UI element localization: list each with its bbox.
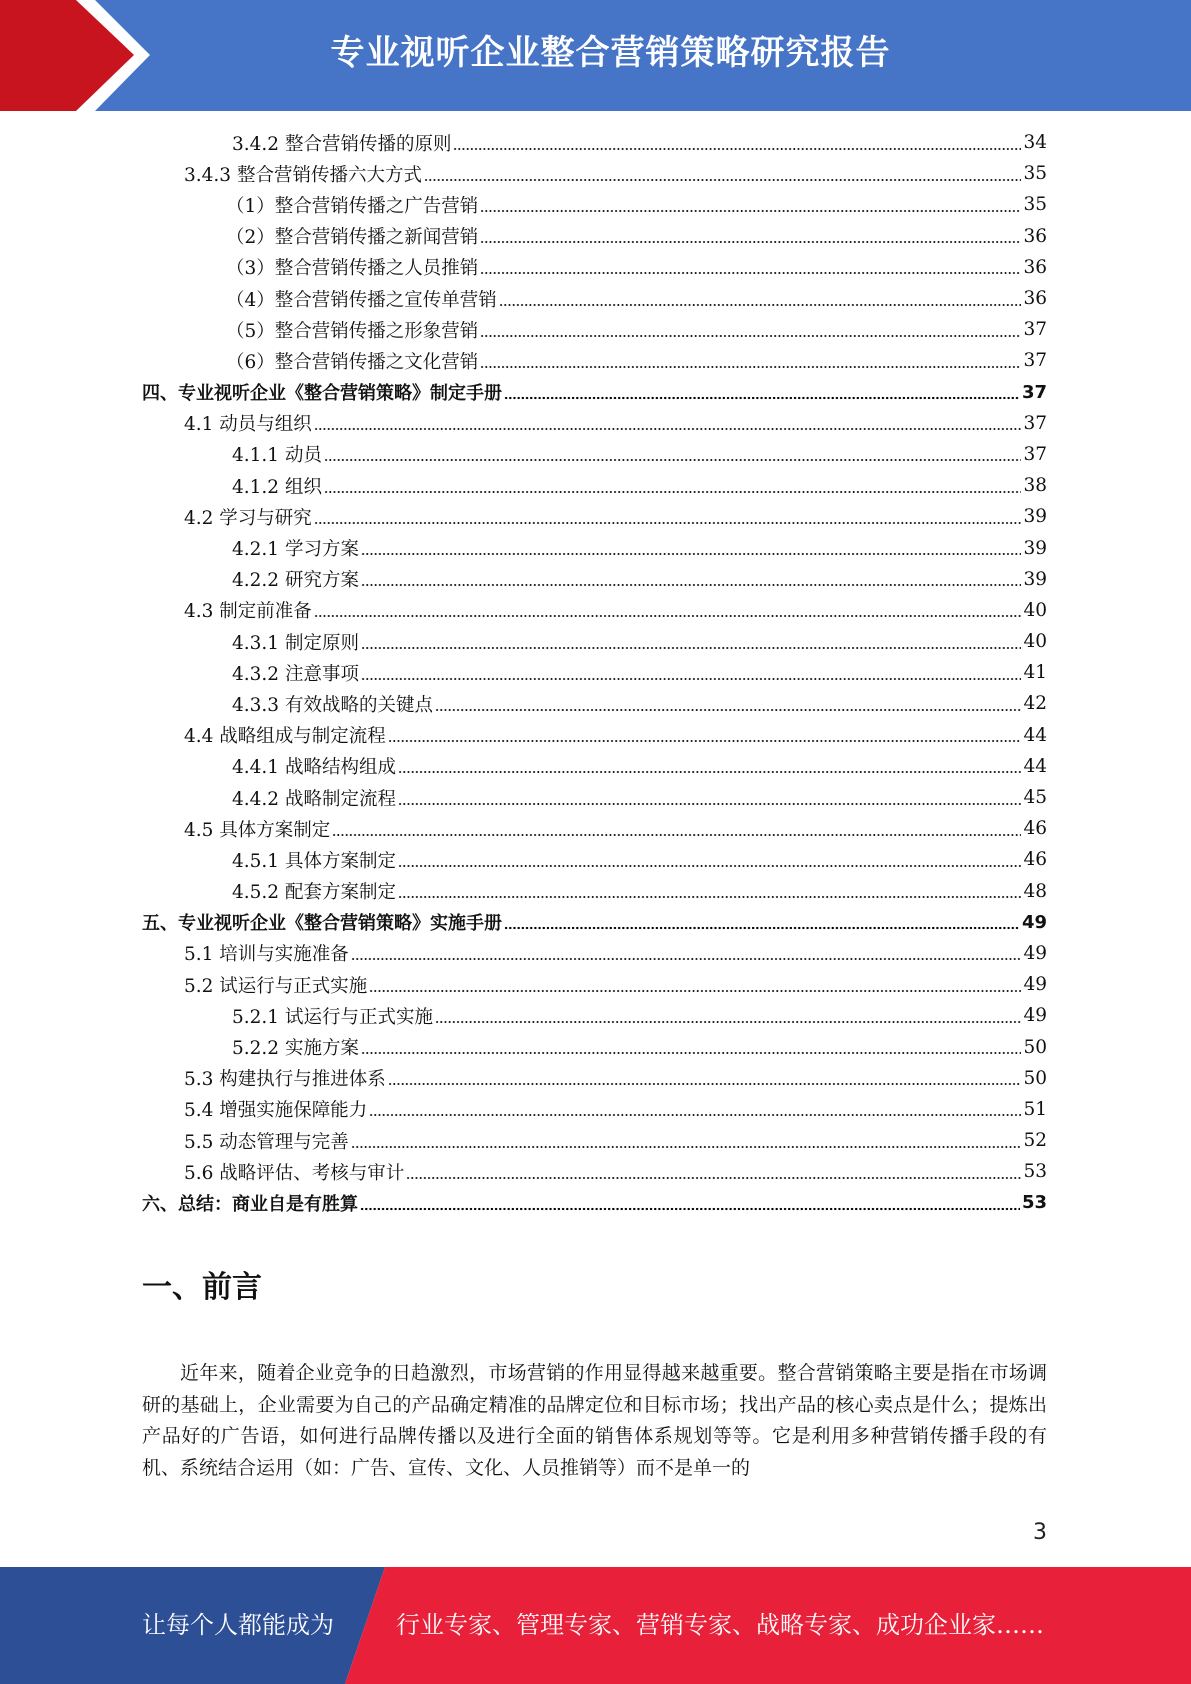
toc-entry-page: 36	[1023, 288, 1047, 310]
toc-entry-page: 38	[1023, 475, 1047, 497]
toc-entry-page: 40	[1023, 599, 1047, 621]
toc-dot-leader	[324, 490, 1022, 494]
toc-entry[interactable]	[0, 844, 1191, 875]
toc-dot-leader	[504, 926, 1020, 930]
toc-entry-label: 4.4 战略组成与制定流程	[184, 726, 386, 748]
toc-entry-page: 39	[1023, 537, 1047, 559]
toc-dot-leader	[398, 770, 1021, 774]
toc-entry-page: 53	[1021, 1192, 1047, 1214]
toc-dot-leader	[398, 802, 1021, 806]
toc-entry-label: 5.3 构建执行与推进体系	[184, 1069, 386, 1091]
toc-entry-label: 4.1.2 组织	[232, 476, 322, 498]
toc-entry-page: 39	[1023, 568, 1047, 590]
toc-entry-label: 六、总结：商业自是有胜算	[142, 1193, 358, 1215]
toc-entry-page: 46	[1023, 849, 1047, 871]
toc-entry[interactable]	[0, 189, 1191, 220]
toc-dot-leader	[424, 178, 1021, 182]
toc-dot-leader	[314, 521, 1022, 525]
toc-entry[interactable]	[0, 688, 1191, 719]
toc-entry-page: 50	[1023, 1036, 1047, 1058]
toc-entry-label: 3.4.2 整合营销传播的原则	[232, 133, 452, 155]
toc-entry[interactable]	[0, 314, 1191, 345]
toc-entry-page: 52	[1023, 1130, 1047, 1152]
body-paragraph: 近年来，随着企业竞争的日趋激烈，市场营销的作用显得越来越重要。整合营销策略主要是指在市场调研的基础上，企业需要为自己的产品确定精准的品牌定位和目标市场；找出产品的核心卖点是什么；提炼出产品好的广告语，如何进行品牌传播以及进行全面的销售体系规划等等。它是利用多种营销传播手段的有机、系统结合运用（如：广告、宣传、文化、人员推销等）而不是单一的	[142, 1362, 1047, 1479]
toc-entry-label: 4.1 动员与组织	[184, 414, 312, 436]
toc-entry[interactable]	[0, 501, 1191, 532]
toc-dot-leader	[369, 989, 1021, 993]
toc-entry-page: 45	[1023, 787, 1047, 809]
toc-entry-label: （3）整合营销传播之人员推销	[226, 258, 479, 280]
toc-entry-page: 39	[1023, 506, 1047, 528]
toc-entry[interactable]	[0, 377, 1191, 408]
toc-entry-page: 44	[1023, 724, 1047, 746]
toc-entry-page: 37	[1023, 319, 1047, 341]
toc-entry-page: 40	[1023, 631, 1047, 653]
toc-dot-leader	[361, 677, 1022, 681]
toc-entry[interactable]	[0, 532, 1191, 563]
toc-dot-leader	[504, 396, 1020, 400]
toc-dot-leader	[388, 739, 1022, 743]
toc-entry-label: 4.2 学习与研究	[184, 507, 312, 529]
toc-entry-page: 36	[1023, 225, 1047, 247]
toc-entry-page: 37	[1023, 350, 1047, 372]
toc-entry-label: （1）整合营销传播之广告营销	[226, 195, 479, 217]
toc-entry[interactable]	[0, 969, 1191, 1000]
toc-entry-page: 49	[1023, 974, 1047, 996]
toc-entry-label: 4.3.2 注意事项	[232, 663, 359, 685]
toc-entry-label: 4.1.1 动员	[232, 445, 322, 467]
toc-dot-leader	[499, 303, 1022, 307]
toc-entry-label: 4.5 具体方案制定	[184, 819, 331, 841]
toc-dot-leader	[398, 895, 1021, 899]
toc-entry[interactable]	[0, 1187, 1191, 1218]
toc-entry-label: 4.4.1 战略结构组成	[232, 757, 396, 779]
toc-dot-leader	[435, 708, 1021, 712]
toc-entry-label: 4.5.2 配套方案制定	[232, 882, 396, 904]
toc-dot-leader	[369, 1113, 1021, 1117]
toc-dot-leader	[351, 957, 1022, 961]
toc-entry-label: 5.4 增强实施保障能力	[184, 1100, 368, 1122]
toc-entry-label: 4.3.3 有效战略的关键点	[232, 694, 433, 716]
toc-entry-page: 37	[1021, 381, 1047, 403]
toc-dot-leader	[332, 833, 1021, 837]
toc-dot-leader	[435, 1020, 1021, 1024]
report-title: 专业视听企业整合营销策略研究报告	[330, 33, 891, 73]
footer-slogan-left: 让每个人都能成为	[142, 1611, 334, 1639]
body-text	[142, 1358, 1047, 1484]
toc-entry[interactable]	[0, 158, 1191, 189]
toc-dot-leader	[480, 365, 1021, 369]
toc-dot-leader	[361, 646, 1022, 650]
toc-entry-label: 4.2.1 学习方案	[232, 539, 359, 561]
toc-entry[interactable]	[0, 345, 1191, 376]
toc-entry[interactable]	[0, 782, 1191, 813]
toc-entry-page: 37	[1023, 443, 1047, 465]
toc-entry-label: 5.6 战略评估、考核与审计	[184, 1162, 405, 1184]
toc-entry[interactable]	[0, 813, 1191, 844]
toc-entry-label: 4.2.2 研究方案	[232, 570, 359, 592]
toc-entry[interactable]	[0, 751, 1191, 782]
toc-entry-page: 48	[1023, 880, 1047, 902]
toc-entry[interactable]	[0, 938, 1191, 969]
toc-entry-label: （2）整合营销传播之新闻营销	[226, 227, 479, 249]
page-number: 3	[1033, 1520, 1047, 1545]
toc-entry[interactable]	[0, 252, 1191, 283]
toc-entry-label: 4.5.1 具体方案制定	[232, 850, 396, 872]
toc-entry-label: 5.2 试运行与正式实施	[184, 975, 368, 997]
toc-entry-page: 41	[1023, 662, 1047, 684]
toc-entry-page: 36	[1023, 256, 1047, 278]
toc-entry-page: 49	[1023, 942, 1047, 964]
toc-dot-leader	[388, 1082, 1022, 1086]
toc-dot-leader	[360, 1207, 1020, 1211]
toc-entry-label: 3.4.3 整合营销传播六大方式	[184, 164, 422, 186]
toc-entry[interactable]	[0, 564, 1191, 595]
toc-entry-page: 35	[1023, 163, 1047, 185]
toc-entry[interactable]	[0, 626, 1191, 657]
toc-entry-page: 53	[1023, 1161, 1047, 1183]
page-header	[0, 0, 1191, 111]
toc-entry[interactable]	[0, 470, 1191, 501]
toc-entry-label: 5.5 动态管理与完善	[184, 1131, 349, 1153]
toc-entry-label: 5.1 培训与实施准备	[184, 944, 349, 966]
toc-entry[interactable]	[0, 127, 1191, 158]
toc-entry[interactable]	[0, 657, 1191, 688]
toc-entry-label: 五、专业视听企业《整合营销策略》实施手册	[142, 913, 502, 935]
table-of-contents	[0, 127, 1191, 1219]
toc-entry-page: 50	[1023, 1067, 1047, 1089]
toc-dot-leader	[361, 583, 1022, 587]
toc-dot-leader	[361, 1051, 1022, 1055]
toc-entry[interactable]	[0, 283, 1191, 314]
toc-dot-leader	[324, 458, 1022, 462]
toc-entry[interactable]	[0, 439, 1191, 470]
toc-dot-leader	[351, 1145, 1022, 1149]
toc-entry-page: 44	[1023, 755, 1047, 777]
toc-entry[interactable]	[0, 1000, 1191, 1031]
toc-entry-label: （4）整合营销传播之宣传单营销	[226, 289, 497, 311]
toc-entry-page: 46	[1023, 818, 1047, 840]
toc-entry[interactable]	[0, 1156, 1191, 1187]
toc-entry[interactable]	[0, 907, 1191, 938]
toc-entry-label: 5.2.2 实施方案	[232, 1038, 359, 1060]
toc-entry-page: 49	[1021, 911, 1047, 933]
toc-dot-leader	[480, 271, 1021, 275]
toc-entry-label: 4.3.1 制定原则	[232, 632, 359, 654]
toc-entry[interactable]	[0, 876, 1191, 907]
toc-entry-label: （6）整合营销传播之文化营销	[226, 351, 479, 373]
toc-entry-page: 37	[1023, 412, 1047, 434]
toc-entry-page: 42	[1023, 693, 1047, 715]
page-footer	[0, 1567, 1191, 1684]
toc-entry-page: 51	[1023, 1098, 1047, 1120]
toc-entry[interactable]	[0, 1094, 1191, 1125]
toc-dot-leader	[480, 209, 1021, 213]
toc-entry-page: 35	[1023, 194, 1047, 216]
toc-entry-label: 4.4.2 战略制定流程	[232, 788, 396, 810]
toc-entry[interactable]	[0, 221, 1191, 252]
toc-dot-leader	[406, 1176, 1021, 1180]
toc-entry-label: 4.3 制定前准备	[184, 601, 312, 623]
toc-dot-leader	[480, 334, 1021, 338]
toc-dot-leader	[453, 147, 1021, 151]
toc-dot-leader	[480, 240, 1021, 244]
toc-entry-label: （5）整合营销传播之形象营销	[226, 320, 479, 342]
footer-slogan-right: 行业专家、管理专家、营销专家、战略专家、成功企业家……	[396, 1611, 1044, 1639]
toc-dot-leader	[314, 614, 1022, 618]
toc-entry[interactable]	[0, 720, 1191, 751]
toc-dot-leader	[398, 864, 1021, 868]
toc-entry-label: 5.2.1 试运行与正式实施	[232, 1006, 433, 1028]
toc-entry[interactable]	[0, 1031, 1191, 1062]
toc-entry-page: 34	[1023, 132, 1047, 154]
toc-entry[interactable]	[0, 1063, 1191, 1094]
toc-entry[interactable]	[0, 595, 1191, 626]
toc-entry-label: 四、专业视听企业《整合营销策略》制定手册	[142, 383, 502, 405]
toc-entry-page: 49	[1023, 1005, 1047, 1027]
toc-dot-leader	[361, 552, 1022, 556]
toc-entry[interactable]	[0, 408, 1191, 439]
toc-dot-leader	[314, 427, 1022, 431]
toc-entry[interactable]	[0, 1125, 1191, 1156]
section-heading: 一、前言	[142, 1270, 262, 1305]
